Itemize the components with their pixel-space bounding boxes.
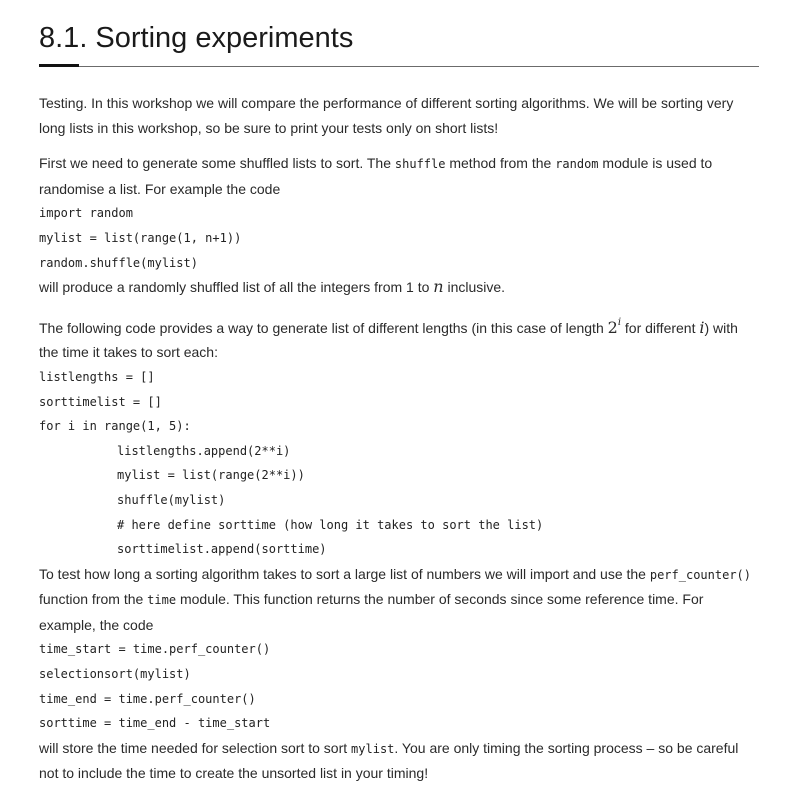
content <box>39 91 759 786</box>
shuffle-text-2: method from the <box>445 155 556 172</box>
code-line: random.shuffle(mylist) <box>39 255 198 270</box>
timing-text-3: module. This function returns the number of seconds since some reference time. For example, the code <box>39 591 704 633</box>
shuffle-text-1: First we need to generate some shuffled lists to sort. The <box>39 155 395 172</box>
timing-text-1: To test how long a sorting algorithm takes to sort a large list of numbers we will import and use the <box>39 565 650 582</box>
intro-paragraph: Testing. In this workshop we will compare the performance of different sorting algorithms. We will be sorting very long lists in this workshop, so be sure to print your tests only on short lists! <box>39 95 734 136</box>
shuffle-inline-code: shuffle <box>394 157 446 172</box>
code-line: selectionsort(mylist) <box>39 667 191 682</box>
lengths-text-2: for different <box>621 319 700 336</box>
page-title: 8.1. Sorting experiments <box>39 22 354 54</box>
code-line-indented: mylist = list(range(2**i)) <box>117 468 305 483</box>
code-line-indented: listlengths.append(2**i) <box>117 443 291 458</box>
random-inline-code: random <box>555 157 599 172</box>
code-line: time_end = time.perf_counter() <box>39 691 256 706</box>
perf-counter-inline-code: perf_counter() <box>649 567 752 582</box>
code-line: listlengths = [] <box>39 369 155 384</box>
mylist-inline-code: mylist <box>351 741 395 756</box>
title-divider <box>39 66 759 67</box>
code-line-indented: # here define sorttime (how long it takes to sort the list) <box>117 517 544 532</box>
title-divider-accent <box>39 64 79 67</box>
produce-text-1: will produce a randomly shuffled list of all the integers from 1 to <box>39 279 434 296</box>
lengths-section <box>39 311 759 786</box>
code-line: sorttime = time_end - time_start <box>39 716 271 731</box>
code-line: sorttimelist = [] <box>39 394 162 409</box>
code-line: for i in range(1, 5): <box>39 419 191 434</box>
lengths-text-1: The following code provides a way to generate list of different lengths (in this case of length <box>39 319 608 336</box>
shuffle-section <box>39 151 759 300</box>
math-two: 2 <box>607 317 618 337</box>
code-line: import random <box>39 206 133 221</box>
code-line: mylist = list(range(1, n+1)) <box>39 230 242 245</box>
lengths-text-3: ) with the time it takes to sort each: <box>39 319 738 361</box>
shuffle-text-3: module is used to randomise a list. For example the code <box>39 155 713 197</box>
code-line: time_start = time.perf_counter() <box>39 642 271 657</box>
code-line-indented: shuffle(mylist) <box>117 492 226 507</box>
math-n: n <box>433 277 444 297</box>
store-text-2: . You are only timing the sorting process – so be careful not to include the time to create the unsorted list in your timing! <box>39 739 739 782</box>
store-text-1: will store the time needed for selection sort to sort <box>39 739 352 756</box>
math-i: i <box>699 317 705 337</box>
timing-text-2: function from the <box>39 591 148 608</box>
math-exponent-i: i <box>617 316 622 328</box>
produce-text-2: inclusive. <box>443 279 506 296</box>
time-inline-code: time <box>147 593 177 608</box>
code-line-indented: sorttimelist.append(sorttime) <box>117 542 327 557</box>
